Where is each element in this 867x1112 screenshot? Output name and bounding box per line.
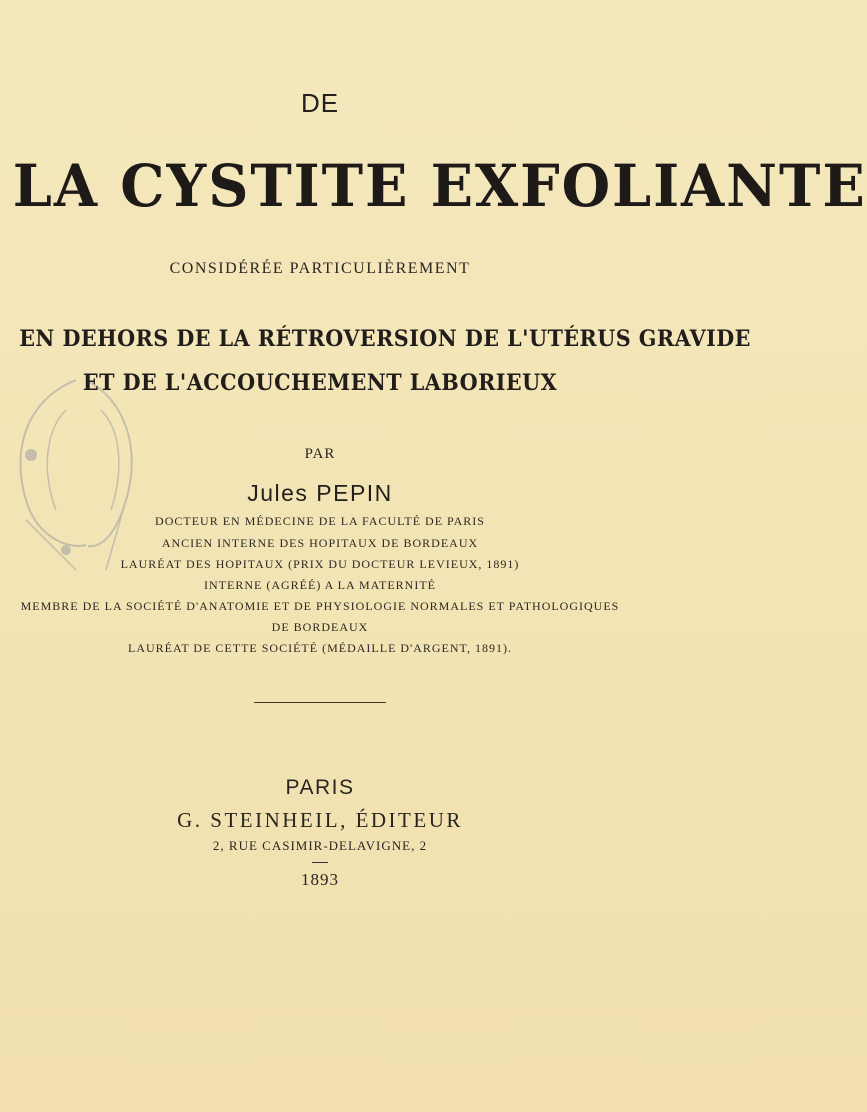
divider-rule (254, 702, 386, 703)
author-credential: MEMBRE DE LA SOCIÉTÉ D'ANATOMIE ET DE PHYSIOLOGIE NORMALES ET PATHOLOGIQUES (20, 599, 620, 613)
author-credential: INTERNE (AGRÉÉ) A LA MATERNITÉ (204, 578, 436, 592)
publication-city: PARIS (285, 776, 355, 799)
publisher-address: 2, RUE CASIMIR-DELAVIGNE, 2 (212, 838, 428, 853)
publisher-name: G. STEINHEIL, ÉDITEUR (177, 808, 463, 832)
subtitle-line-1: EN DEHORS DE LA RÉTROVERSION DE L'UTÉRUS GRAVIDE (19, 326, 751, 352)
main-title: LA CYSTITE EXFOLIANTE (12, 152, 867, 220)
title-qualifier: CONSIDÉRÉE PARTICULIÈREMENT (169, 260, 471, 277)
author-credential: LAURÉAT DE CETTE SOCIÉTÉ (MÉDAILLE D'ARGENT, 1891). (127, 641, 512, 655)
title-prefix: DE (300, 88, 340, 118)
author-name: Jules PEPIN (247, 480, 393, 506)
author-credential: ANCIEN INTERNE DES HOPITAUX DE BORDEAUX (161, 536, 479, 550)
author-credential: DOCTEUR EN MÉDECINE DE LA FACULTÉ DE PARIS (155, 514, 485, 528)
author-credential: DE BORDEAUX (271, 620, 369, 634)
by-label: PAR (304, 446, 336, 462)
author-credential: LAURÉAT DES HOPITAUX (PRIX DU DOCTEUR LEVIEUX, 1891) (120, 557, 520, 571)
subtitle-line-2: ET DE L'ACCOUCHEMENT LABORIEUX (82, 370, 558, 396)
short-divider (312, 862, 328, 863)
publication-year: 1893 (301, 870, 339, 889)
